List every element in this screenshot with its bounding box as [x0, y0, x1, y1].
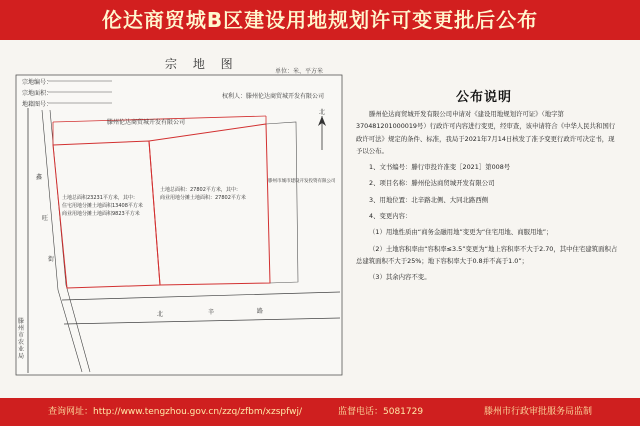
notice-item: （1）用地性质由“商务金融用地”变更为“住宅用地、商服用地”；: [369, 228, 553, 237]
bottom-left-label: 滕州市农业局: [18, 318, 25, 360]
road-char: 街: [48, 256, 55, 263]
right-parcel-note: 土地总面积：27802平方米，其中： 商业用地分摊土地面积：27802平方米: [160, 187, 246, 201]
notice-item: 2、项目名称：滕州伦达商贸城开发有限公司: [369, 179, 495, 188]
road-char: 北: [157, 311, 164, 318]
road-char: 路: [257, 308, 264, 315]
owner-label: 权利人：滕州伦达商贸城开发有限公司: [222, 93, 325, 100]
footer-bar: [0, 398, 640, 426]
page-title: 伦达商贸城B区建设用地规划许可变更批后公布: [101, 8, 539, 32]
notice-body: [356, 108, 620, 284]
field-label: 宗地编号：: [22, 79, 53, 86]
north-label: 北: [319, 109, 326, 116]
east-neighbor-label: 滕州市城市建设开发投资有限公司: [268, 179, 336, 184]
notice-item: 1、文书编号：滕行审投许准变［2021］第008号: [369, 163, 511, 172]
parcel-owner-label: 滕州伦达商贸城开发有限公司: [107, 119, 186, 126]
notice-item: 3、用地位置：北辛路北侧、大同北路西侧: [369, 195, 489, 204]
footer-org: 滕州市行政审批服务局监制: [484, 407, 593, 417]
map-scale: 单位：米、平方米: [275, 68, 324, 75]
road-char: 旺: [42, 215, 49, 222]
field-label: 地籍图号：: [22, 101, 53, 108]
road-char: 辛: [208, 309, 215, 316]
field-label: 宗地面积：: [22, 90, 53, 97]
road-char: 鑫: [36, 174, 43, 181]
notice-item: 4、变更内容：: [369, 212, 412, 221]
notice-item: （3）其余内容不变。: [369, 273, 431, 282]
hotline: 监督电话：5081729: [338, 407, 424, 417]
notice-intro: 滕州伦达商贸城开发有限公司申请对《建设用地规划许可证》（地字第370481201000019号）行政许可内容进行变更，经审查，该申请符合《中华人民共和国行政许可法》规定的条件、标准，我局于2021年7月14日核发了准予变更行政许可决定书，现予以公布。: [356, 110, 616, 155]
left-parcel-note: 土地总面积23231平方米，其中： 住宅用地分摊土地面积13408平方米 商业用地分摊土地面积9823平方米: [62, 195, 143, 217]
notice-item: （2）土地容积率由“容积率≤3.5”变更为“地上容积率不大于2.70，其中住宅建筑面积占总建筑面积不大于25%；地下容积率大于0.8并不高于1.0”；: [356, 244, 618, 265]
map-title: 宗 地 图: [165, 57, 239, 71]
query-url[interactable]: 查询网址：http://www.tengzhou.gov.cn/zzq/zfbm/xzspfwj/: [48, 407, 303, 417]
notice-title: 公布说明: [456, 90, 513, 105]
